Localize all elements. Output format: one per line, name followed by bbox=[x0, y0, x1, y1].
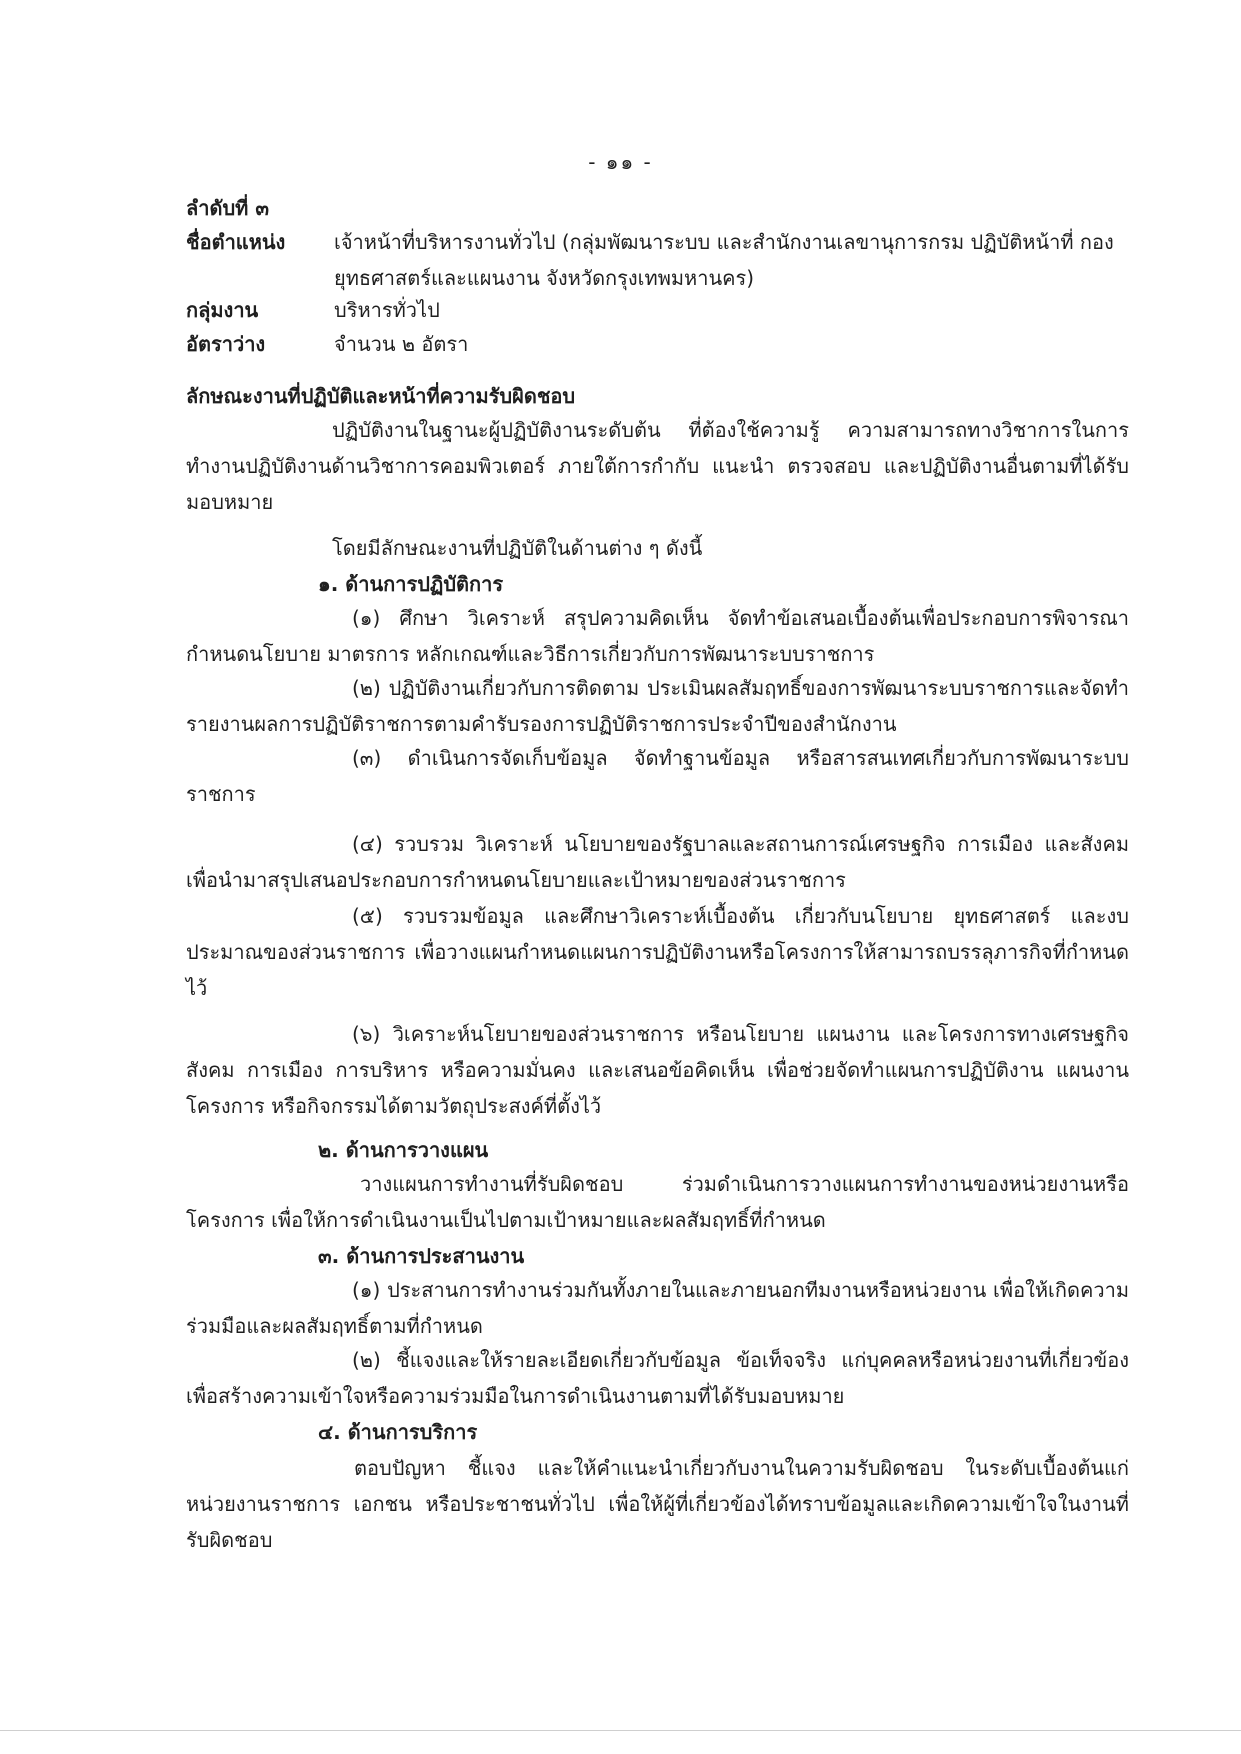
coordination-item-2: (๒) ชี้แจงและให้รายละเอียดเกี่ยวกับข้อมูล ข้อเท็จจริง แก่บุคคลหรือหน่วยงานที่เกี่ยวข้องเพื่อสร้างความเข้าใจหรือความร่วมมือในการดำเนินงานตามที่ได้รับมอบหมาย bbox=[186, 1348, 1129, 1408]
scan-edge-line bbox=[0, 1730, 1241, 1731]
vacancy-label: อัตราว่าง bbox=[186, 332, 266, 356]
service-item-1: ตอบปัญหา ชี้แจง และให้คำแนะนำเกี่ยวกับงานในความรับผิดชอบ ในระดับเบื้องต้นแก่หน่วยงานราชการ เอกชน หรือประชาชนทั่วไป เพื่อให้ผู้ที่เกี่ยวข้องได้ทราบข้อมูลและเกิดความเข้าใจในงานที่รับผิดชอบ bbox=[186, 1456, 1129, 1552]
vacancy-value: จำนวน ๒ อัตรา bbox=[334, 332, 469, 356]
duties-intro2: โดยมีลักษณะงานที่ปฏิบัติในด้านต่าง ๆ ดังนี้ bbox=[332, 536, 703, 560]
section-service-title: ๔. ด้านการบริการ bbox=[318, 1420, 478, 1444]
section-planning-title: ๒. ด้านการวางแผน bbox=[318, 1138, 489, 1162]
page-number: - ๑๑ - bbox=[588, 150, 653, 174]
section-operations-title: ๑. ด้านการปฏิบัติการ bbox=[318, 572, 504, 596]
operations-item-1: (๑) ศึกษา วิเคราะห์ สรุปความคิดเห็น จัดทำข้อเสนอเบื้องต้นเพื่อประกอบการพิจารณากำหนดนโยบาย มาตรการ หลักเกณฑ์และวิธีการเกี่ยวกับการพัฒนาระบบราชการ bbox=[186, 606, 1129, 666]
operations-item-6: (๖) วิเคราะห์นโยบายของส่วนราชการ หรือนโยบาย แผนงาน และโครงการทางเศรษฐกิจสังคม การเมือง การบริหาร หรือความมั่นคง และเสนอข้อคิดเห็น เพื่อช่วยจัดทำแผนการปฏิบัติงาน แผนงานโครงการ หรือกิจกรรมได้ตามวัตถุประสงค์ที่ตั้งไว้ bbox=[186, 1022, 1129, 1118]
position-value: เจ้าหน้าที่บริหารงานทั่วไป (กลุ่มพัฒนาระบบ และสำนักงานเลขานุการกรม ปฏิบัติหน้าที่ กองยุทธศาสตร์และแผนงาน จังหวัดกรุงเทพมหานคร) bbox=[334, 230, 1114, 290]
operations-item-5: (๕) รวบรวมข้อมูล และศึกษาวิเคราะห์เบื้องต้น เกี่ยวกับนโยบาย ยุทธศาสตร์ และงบประมาณของส่วนราชการ เพื่อวางแผนกำหนดแผนการปฏิบัติงานหรือโครงการให้สามารถบรรลุภารกิจที่กำหนดไว้ bbox=[186, 904, 1129, 1000]
planning-item-1: วางแผนการทำงานที่รับผิดชอบ ร่วมดำเนินการวางแผนการทำงานของหน่วยงานหรือโครงการ เพื่อให้การดำเนินงานเป็นไปตามเป้าหมายและผลสัมฤทธิ์ที่กำหนด bbox=[186, 1172, 1129, 1232]
duties-heading: ลักษณะงานที่ปฏิบัติและหน้าที่ความรับผิดชอบ bbox=[186, 384, 576, 408]
position-label: ชื่อตำแหน่ง bbox=[186, 230, 286, 254]
group-value: บริหารทั่วไป bbox=[334, 298, 440, 322]
order-label: ลำดับที่ ๓ bbox=[186, 196, 269, 220]
duties-intro: ปฏิบัติงานในฐานะผู้ปฏิบัติงานระดับต้น ที่ต้องใช้ความรู้ ความสามารถทางวิชาการในการทำงานปฏิบัติงานด้านวิชาการคอมพิวเตอร์ ภายใต้การกำกับ แนะนำ ตรวจสอบ และปฏิบัติงานอื่นตามที่ได้รับมอบหมาย bbox=[186, 418, 1129, 514]
group-label: กลุ่มงาน bbox=[186, 298, 259, 322]
operations-item-4: (๔) รวบรวม วิเคราะห์ นโยบายของรัฐบาลและสถานการณ์เศรษฐกิจ การเมือง และสังคมเพื่อนำมาสรุปเสนอประกอบการกำหนดนโยบายและเป้าหมายของส่วนราชการ bbox=[186, 832, 1129, 892]
operations-item-3: (๓) ดำเนินการจัดเก็บข้อมูล จัดทำฐานข้อมูล หรือสารสนเทศเกี่ยวกับการพัฒนาระบบราชการ bbox=[186, 746, 1129, 806]
operations-item-2: (๒) ปฏิบัติงานเกี่ยวกับการติดตาม ประเมินผลสัมฤทธิ์ของการพัฒนาระบบราชการและจัดทำรายงานผลการปฏิบัติราชการตามคำรับรองการปฏิบัติราชการประจำปีของสำนักงาน bbox=[186, 676, 1129, 736]
section-coordination-title: ๓. ด้านการประสานงาน bbox=[318, 1244, 525, 1268]
coordination-item-1: (๑) ประสานการทำงานร่วมกันทั้งภายในและภายนอกทีมงานหรือหน่วยงาน เพื่อให้เกิดความร่วมมือและผลสัมฤทธิ์ตามที่กำหนด bbox=[186, 1278, 1129, 1338]
